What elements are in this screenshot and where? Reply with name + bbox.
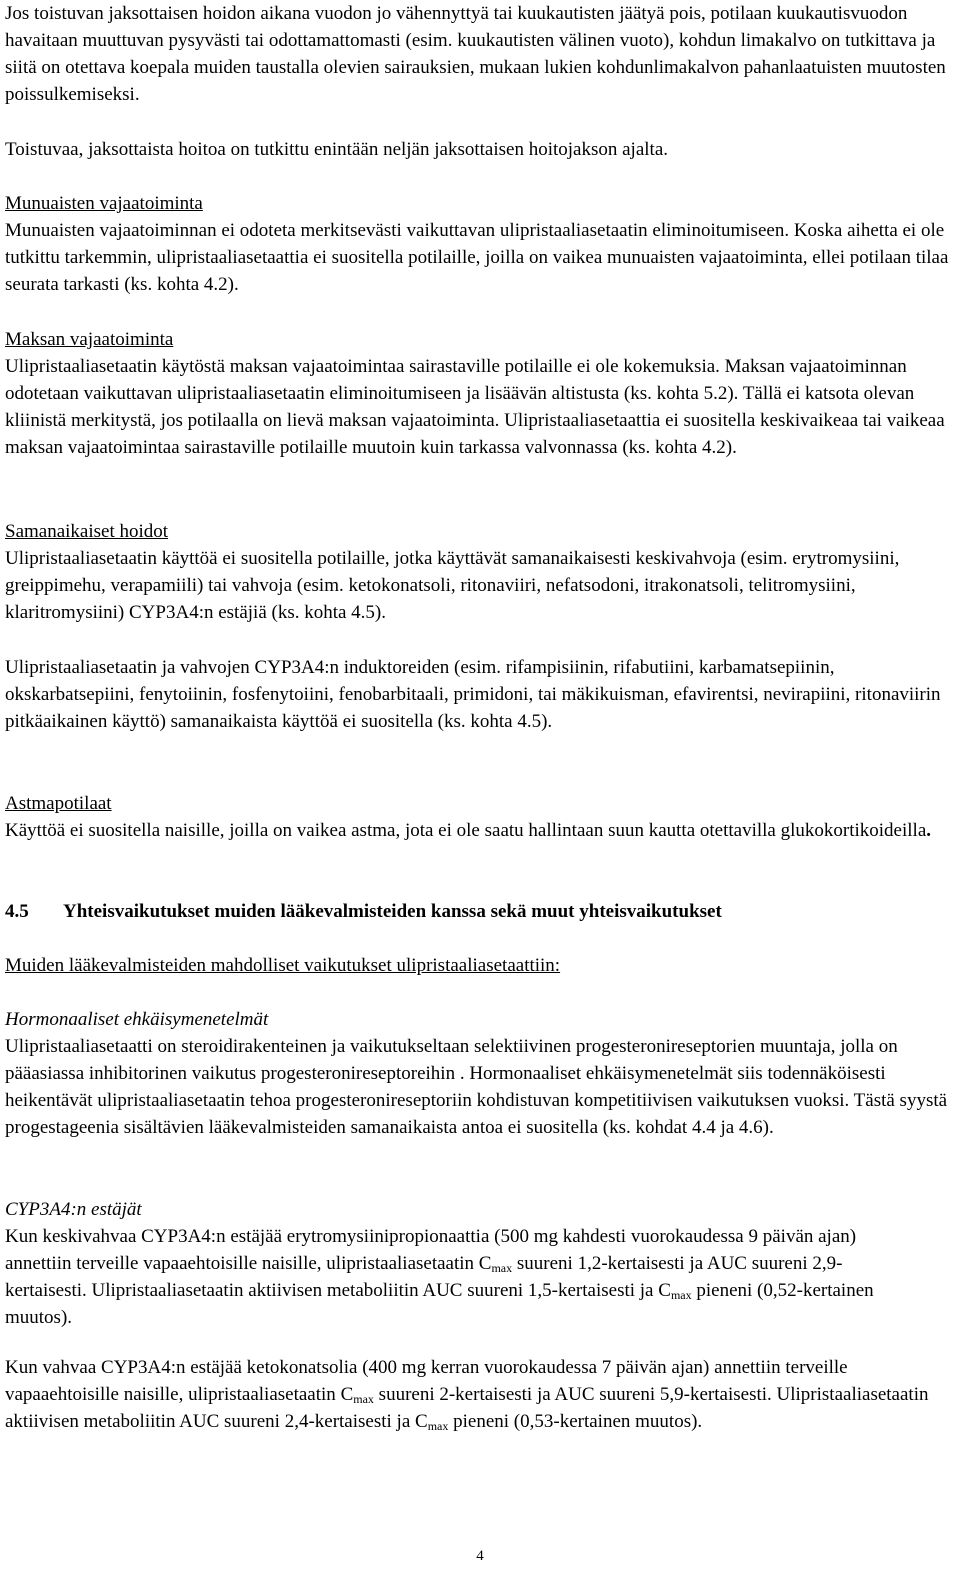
renal-heading: Munuaisten vajaatoiminta (5, 193, 203, 214)
cyp-paragraph-1 (5, 1223, 905, 1331)
section-4-5-subtitle: Muiden lääkevalmisteiden mahdolliset vaikutukset ulipristaaliasetaattiin: (5, 955, 561, 976)
cmax-term: $C_{max}$ (478, 1253, 513, 1275)
concomitant-text-2: Ulipristaaliasetaatin ja vahvojen CYP3A4:n induktoreiden (esim. rifampisiinin, rifabutiini, karbamatsepiinin, okskarbatsepiini, fenytoiinin, fosfenytoiini, fenobarbitaali, primidoni, tai mäkikuisman, efavirentsi, nevirapiini, ritonaviirin pitkäaikainen käyttö) samanaikaista käyttöä ei suositella (ks. kohta 4.5). (5, 657, 941, 732)
section-number: 4.5 (5, 901, 29, 922)
section-4-5-heading (5, 898, 955, 925)
asthma-text-body: Käyttöä ei suositella naisille, joilla on vaikea astma, jota ei ole saatu hallintaan suun kautta otettavilla glukokortikoideilla (5, 820, 927, 841)
hepatic-section (5, 326, 955, 461)
cmax-term: $C_{max}$ (415, 1411, 449, 1433)
hormonal-section (5, 1006, 955, 1141)
asthma-section (5, 790, 955, 844)
cyp-p1-part-a: Kun keskivahvaa CYP3A4:n estäjää erytromysiinipropionaattia (500 mg kahdesti vuorokaudessa 9 päivän ajan) annettiin terveille vapaaehtoisille naisille, ulipristaaliasetaatin (5, 1226, 857, 1274)
asthma-text (5, 817, 955, 844)
cmax-term: $C_{max}$ (658, 1280, 692, 1302)
page-number: 4 (476, 1548, 484, 1564)
intro-paragraph-1: Jos toistuvan jaksottaisen hoidon aikana vuodon jo vähennyttyä tai kuukautisten jäätyä pois, potilaan kuukautisvuodon havaitaan muuttuvan pysyvästi tai odottamattomasti (esim. kuukautisten välinen vuoto), kohdun limakalvo on tutkittava ja siitä on otettava koepala muiden taustalla olevien sairauksien, mukaan lukien kohdunlimakalvon pahanlaatuisten muutosten poissulkemiseksi. (5, 3, 946, 105)
asthma-heading: Astmapotilaat (5, 793, 112, 814)
cyp-paragraph-2 (5, 1354, 955, 1435)
cyp-p2-part-c: pieneni (0,53-kertainen muutos). (448, 1411, 703, 1432)
cyp-p1-part-b: suureni 1,2-kertaisesti ja AUC suureni 2,9-kertaisesti. Ulipristaaliasetaatin aktiivisen metaboliitin AUC suureni 1,5-kertaisesti ja (5, 1253, 843, 1301)
cyp-p2-part-a: Kun vahvaa CYP3A4:n estäjää ketokonatsolia (400 mg kerran vuorokaudessa 7 päivän ajan) annettiin terveille vapaaehtoisille naisille, ulipristaaliasetaatin (5, 1357, 848, 1405)
cyp-p2-part-b: suureni 2-kertaisesti ja AUC suureni 5,9-kertaisesti. Ulipristaaliasetaatin aktiivisen metaboliitin AUC suureni 2,4-kertaisesti ja (5, 1384, 929, 1432)
hepatic-heading: Maksan vajaatoiminta (5, 329, 174, 350)
concomitant-heading: Samanaikaiset hoidot (5, 521, 169, 542)
concomitant-text-1: Ulipristaaliasetaatin käyttöä ei suositella potilaille, jotka käyttävät samanaikaisesti keskivahvoja (esim. erytromysiini, greippimehu, verapamiili) tai vahvoja (esim. ketokonatsoli, ritonaviiri, nefatsodoni, itrakonatsoli, telitromysiini, klaritromysiini) CYP3A4:n estäjiä (ks. kohta 4.5). (5, 548, 900, 623)
renal-text: Munuaisten vajaatoiminnan ei odoteta merkitsevästi vaikuttavan ulipristaaliasetaatin eliminoitumiseen. Koska aihetta ei ole tutkittu tarkemmin, ulipristaaliasetaattia ei suositella potilaille, joilla on vaikea munuaisten vajaatoiminta, ellei potilaan tilaa seurata tarkasti (ks. kohta 4.2). (5, 220, 949, 295)
cyp-section (5, 1196, 955, 1331)
hormonal-heading: Hormonaaliset ehkäisymenetelmät (5, 1009, 269, 1030)
cyp-p1-part-c: pieneni (0,52-kertainen muutos). (5, 1280, 874, 1328)
intro-paragraph-2: Toistuvaa, jaksottaista hoitoa on tutkittu enintään neljän jaksottaisen hoitojakson ajalta. (5, 139, 668, 160)
asthma-text-period: . (926, 820, 931, 841)
cyp-heading: CYP3A4:n estäjät (5, 1199, 142, 1220)
cmax-term: $C_{max}$ (340, 1384, 374, 1406)
concomitant-section (5, 518, 955, 626)
hormonal-text: Ulipristaaliasetaatti on steroidirakenteinen ja vaikutukseltaan selektiivinen progesteronireseptorien muuntaja, jolla on pääasiassa inhibitorinen vaikutus progesteronireseptoreihin . Hormonaaliset ehkäisymenetelmät siis todennäköisesti heikentävät ulipristaaliasetaatin tehoa progesteronireseptoriin kohdistuvan kompetitiivisen vaikutuksen vuoksi. Tästä syystä progestageenia sisältävien lääkevalmisteiden samanaikaista antoa ei suositella (ks. kohdat 4.4 ja 4.6). (5, 1036, 948, 1138)
section-title: Yhteisvaikutukset muiden lääkevalmisteiden kanssa sekä muut yhteisvaikutukset (63, 901, 722, 922)
renal-section (5, 190, 955, 298)
hepatic-text: Ulipristaaliasetaatin käytöstä maksan vajaatoimintaa sairastaville potilaille ei ole kokemuksia. Maksan vajaatoiminnan odotetaan vaikuttavan ulipristaaliasetaatin eliminoitumiseen ja lisäävän altistusta (ks. kohta 5.2). Tällä ei katsota olevan kliinistä merkitystä, jos potilaalla on lievä maksan vajaatoiminta. Ulipristaaliasetaattia ei suositella keskivaikeaa tai vaikeaa maksan vajaatoimintaa sairastaville potilaille muutoin kuin tarkassa valvonnassa (ks. kohta 4.2). (5, 356, 945, 458)
